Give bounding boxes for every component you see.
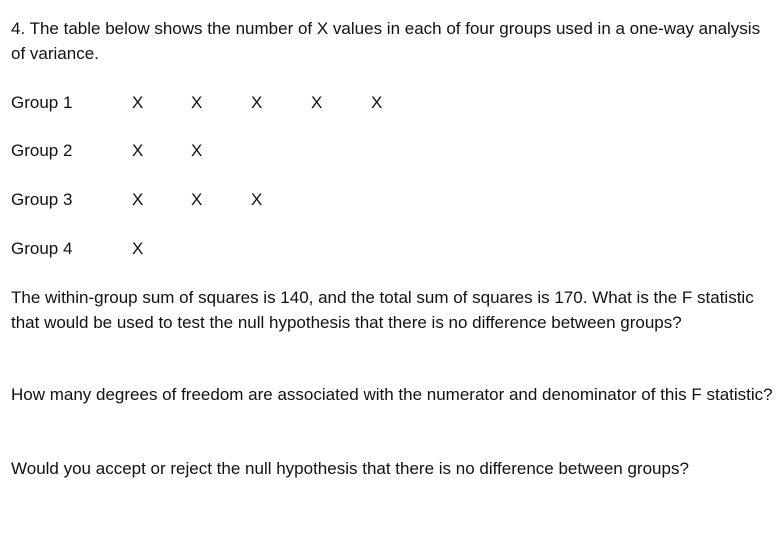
x-value-mark: X	[132, 93, 144, 112]
group-label: Group 1	[11, 93, 73, 112]
x-value-mark: X	[311, 93, 323, 112]
question-f-statistic: The within-group sum of squares is 140, and the total sum of squares is 170. What is the F statistic that would be used to test the null hypothesis that there is no difference between groups?	[11, 288, 754, 332]
group-row-4	[11, 237, 431, 261]
group-row-3	[11, 188, 431, 212]
x-value-mark: X	[191, 141, 203, 160]
question-accept-reject: Would you accept or reject the null hypothesis that there is no difference between groups?	[11, 459, 689, 478]
group-label: Group 2	[11, 141, 73, 160]
group-label: Group 4	[11, 239, 73, 258]
group-row-1	[11, 91, 431, 115]
x-value-mark: X	[132, 141, 144, 160]
question-degrees-of-freedom: How many degrees of freedom are associated with the numerator and denominator of this F statistic?	[11, 385, 773, 404]
x-value-mark: X	[251, 190, 263, 209]
x-value-mark: X	[191, 190, 203, 209]
group-label: Group 3	[11, 190, 73, 209]
x-value-mark: X	[251, 93, 263, 112]
x-value-mark: X	[132, 239, 144, 258]
x-value-mark: X	[191, 93, 203, 112]
x-value-mark: X	[132, 190, 144, 209]
question-intro: 4. The table below shows the number of X values in each of four groups used in a one-way analysis of variance.	[11, 19, 761, 63]
group-row-2	[11, 139, 431, 163]
x-value-mark: X	[371, 93, 383, 112]
